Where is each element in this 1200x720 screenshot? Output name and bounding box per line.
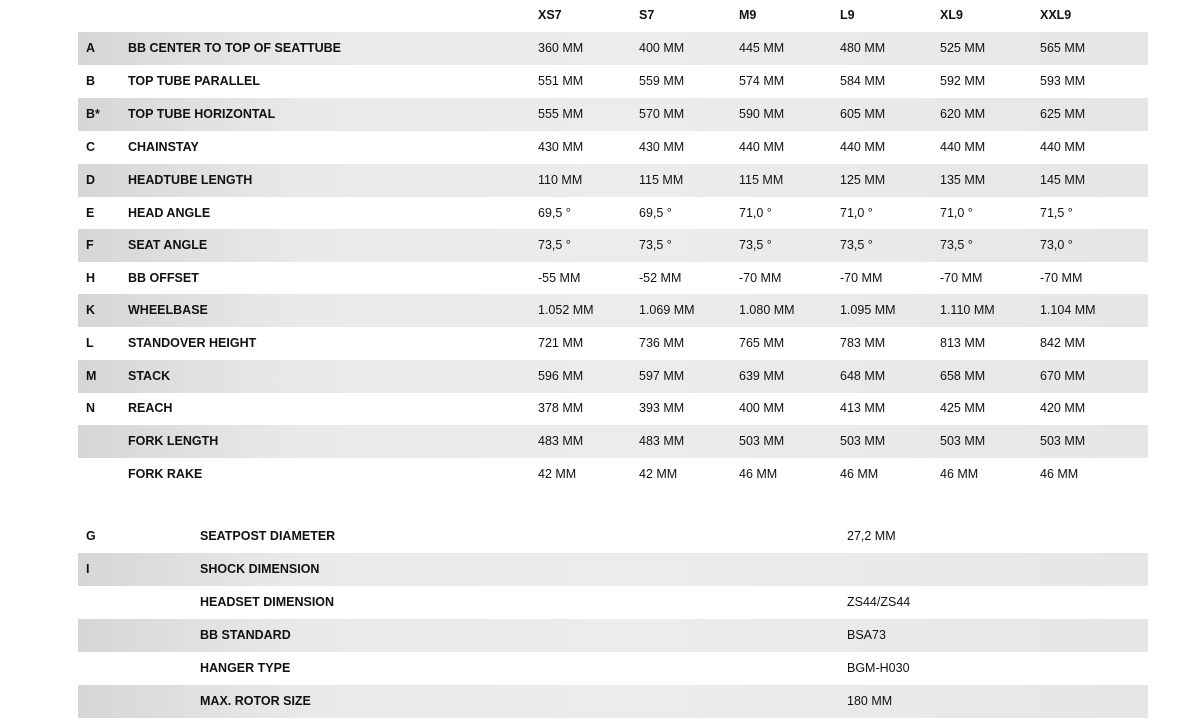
table-row (78, 164, 1148, 197)
value-s7: 597 MM (639, 369, 685, 383)
value-xs7: 378 MM (538, 401, 584, 415)
table-row (78, 262, 1148, 295)
value-s7: 559 MM (639, 74, 685, 88)
table-row (78, 327, 1148, 360)
value-l9: 480 MM (840, 41, 886, 55)
value-l9: 413 MM (840, 401, 886, 415)
row-label: HEAD ANGLE (128, 206, 211, 220)
row-value: ZS44/ZS44 (847, 595, 911, 609)
value-m9: 115 MM (739, 173, 784, 187)
row-code: F (86, 238, 94, 252)
size-header-xxl9: XXL9 (1040, 8, 1072, 22)
row-code: E (86, 206, 95, 220)
value-xl9: 1.110 MM (940, 303, 995, 317)
value-xxl9: 71,5 ° (1040, 206, 1073, 220)
table-row (78, 131, 1148, 164)
value-l9: 125 MM (840, 173, 886, 187)
value-xxl9: 593 MM (1040, 74, 1086, 88)
value-xs7: -55 MM (538, 271, 581, 285)
table-row (78, 619, 1148, 652)
table-row (78, 294, 1148, 327)
row-label: FORK LENGTH (128, 434, 219, 448)
value-l9: 73,5 ° (840, 238, 873, 252)
value-s7: 736 MM (639, 336, 685, 350)
value-s7: 42 MM (639, 467, 678, 481)
value-s7: 570 MM (639, 107, 685, 121)
value-m9: 71,0 ° (739, 206, 772, 220)
value-xxl9: 73,0 ° (1040, 238, 1073, 252)
value-m9: -70 MM (739, 271, 782, 285)
value-xs7: 596 MM (538, 369, 584, 383)
value-xxl9: 625 MM (1040, 107, 1086, 121)
size-header-s7: S7 (639, 8, 655, 22)
size-header-l9: L9 (840, 8, 855, 22)
row-value: BSA73 (847, 628, 886, 642)
value-s7: 483 MM (639, 434, 685, 448)
row-label: STANDOVER HEIGHT (128, 336, 257, 350)
row-label: HANGER TYPE (200, 661, 291, 675)
row-label: BB OFFSET (128, 271, 199, 285)
value-l9: -70 MM (840, 271, 883, 285)
value-xs7: 1.052 MM (538, 303, 594, 317)
value-xl9: 525 MM (940, 41, 986, 55)
value-xxl9: 440 MM (1040, 140, 1086, 154)
row-value: BGM-H030 (847, 661, 910, 675)
row-code: D (86, 173, 96, 187)
value-xl9: -70 MM (940, 271, 983, 285)
row-code: B* (86, 107, 100, 121)
table-row (78, 392, 1148, 425)
value-xs7: 551 MM (538, 74, 584, 88)
value-xs7: 73,5 ° (538, 238, 571, 252)
value-s7: 393 MM (639, 401, 685, 415)
value-xxl9: 842 MM (1040, 336, 1086, 350)
value-m9: 440 MM (739, 140, 785, 154)
table-row (78, 458, 1148, 491)
value-s7: -52 MM (639, 271, 682, 285)
value-xxl9: 670 MM (1040, 369, 1086, 383)
row-code: M (86, 369, 97, 383)
row-label: TOP TUBE PARALLEL (128, 74, 260, 88)
size-header-m9: M9 (739, 8, 757, 22)
row-label: TOP TUBE HORIZONTAL (128, 107, 276, 121)
geometry-header-row (78, 0, 1148, 30)
value-xl9: 813 MM (940, 336, 986, 350)
size-header-xs7: XS7 (538, 8, 562, 22)
value-xxl9: 46 MM (1040, 467, 1079, 481)
value-m9: 639 MM (739, 369, 785, 383)
row-label: HEADSET DIMENSION (200, 595, 335, 609)
row-label: SEAT ANGLE (128, 238, 208, 252)
table-row (78, 685, 1148, 718)
value-l9: 783 MM (840, 336, 886, 350)
value-xl9: 425 MM (940, 401, 986, 415)
value-xs7: 360 MM (538, 41, 584, 55)
row-label: STACK (128, 369, 171, 383)
value-xs7: 555 MM (538, 107, 584, 121)
value-s7: 115 MM (639, 173, 684, 187)
value-xl9: 592 MM (940, 74, 986, 88)
value-xs7: 483 MM (538, 434, 584, 448)
row-label: REACH (128, 401, 173, 415)
value-s7: 430 MM (639, 140, 685, 154)
row-label: HEADTUBE LENGTH (128, 173, 253, 187)
value-xl9: 135 MM (940, 173, 986, 187)
value-xxl9: -70 MM (1040, 271, 1083, 285)
value-l9: 1.095 MM (840, 303, 896, 317)
table-row (78, 65, 1148, 98)
value-xl9: 503 MM (940, 434, 986, 448)
table-row (78, 360, 1148, 393)
value-xxl9: 145 MM (1040, 173, 1086, 187)
value-xl9: 71,0 ° (940, 206, 973, 220)
row-code: I (86, 562, 90, 576)
value-xxl9: 565 MM (1040, 41, 1086, 55)
row-label: BB CENTER TO TOP OF SEATTUBE (128, 41, 341, 55)
value-l9: 71,0 ° (840, 206, 873, 220)
table-row (78, 586, 1148, 619)
row-code: L (86, 336, 94, 350)
row-code: B (86, 74, 96, 88)
value-l9: 648 MM (840, 369, 886, 383)
value-xs7: 42 MM (538, 467, 577, 481)
value-xl9: 620 MM (940, 107, 986, 121)
value-xs7: 430 MM (538, 140, 584, 154)
value-m9: 400 MM (739, 401, 785, 415)
table-row (78, 98, 1148, 131)
value-s7: 1.069 MM (639, 303, 695, 317)
size-header-xl9: XL9 (940, 8, 963, 22)
value-m9: 445 MM (739, 41, 785, 55)
row-code: N (86, 401, 96, 415)
value-m9: 73,5 ° (739, 238, 772, 252)
row-label: SEATPOST DIAMETER (200, 529, 336, 543)
value-m9: 765 MM (739, 336, 785, 350)
table-row (78, 520, 1148, 553)
value-xl9: 73,5 ° (940, 238, 973, 252)
value-s7: 400 MM (639, 41, 685, 55)
value-xs7: 110 MM (538, 173, 583, 187)
row-value: 27,2 MM (847, 529, 896, 543)
row-label: SHOCK DIMENSION (200, 562, 320, 576)
row-label: WHEELBASE (128, 303, 208, 317)
value-s7: 73,5 ° (639, 238, 672, 252)
value-xl9: 440 MM (940, 140, 986, 154)
value-m9: 503 MM (739, 434, 785, 448)
value-xxl9: 503 MM (1040, 434, 1086, 448)
value-xxl9: 420 MM (1040, 401, 1086, 415)
row-code: A (86, 41, 96, 55)
value-m9: 46 MM (739, 467, 778, 481)
table-row (78, 32, 1148, 65)
value-m9: 1.080 MM (739, 303, 795, 317)
row-label: BB STANDARD (200, 628, 291, 642)
row-code: C (86, 140, 96, 154)
value-m9: 590 MM (739, 107, 785, 121)
value-l9: 584 MM (840, 74, 886, 88)
table-row (78, 553, 1148, 586)
value-l9: 503 MM (840, 434, 886, 448)
value-xs7: 721 MM (538, 336, 584, 350)
table-row (78, 652, 1148, 685)
row-code: H (86, 271, 96, 285)
value-l9: 440 MM (840, 140, 886, 154)
row-value: 180 MM (847, 694, 893, 708)
row-code: G (86, 529, 96, 543)
value-xs7: 69,5 ° (538, 206, 571, 220)
row-label: MAX. ROTOR SIZE (200, 694, 311, 708)
row-label: CHAINSTAY (128, 140, 199, 154)
value-xl9: 46 MM (940, 467, 979, 481)
value-m9: 574 MM (739, 74, 785, 88)
value-l9: 605 MM (840, 107, 886, 121)
table-row (78, 425, 1148, 458)
value-xxl9: 1.104 MM (1040, 303, 1096, 317)
row-label: FORK RAKE (128, 467, 203, 481)
table-row (78, 197, 1148, 230)
row-code: K (86, 303, 96, 317)
value-xl9: 658 MM (940, 369, 986, 383)
value-l9: 46 MM (840, 467, 879, 481)
value-s7: 69,5 ° (639, 206, 672, 220)
table-row (78, 229, 1148, 262)
